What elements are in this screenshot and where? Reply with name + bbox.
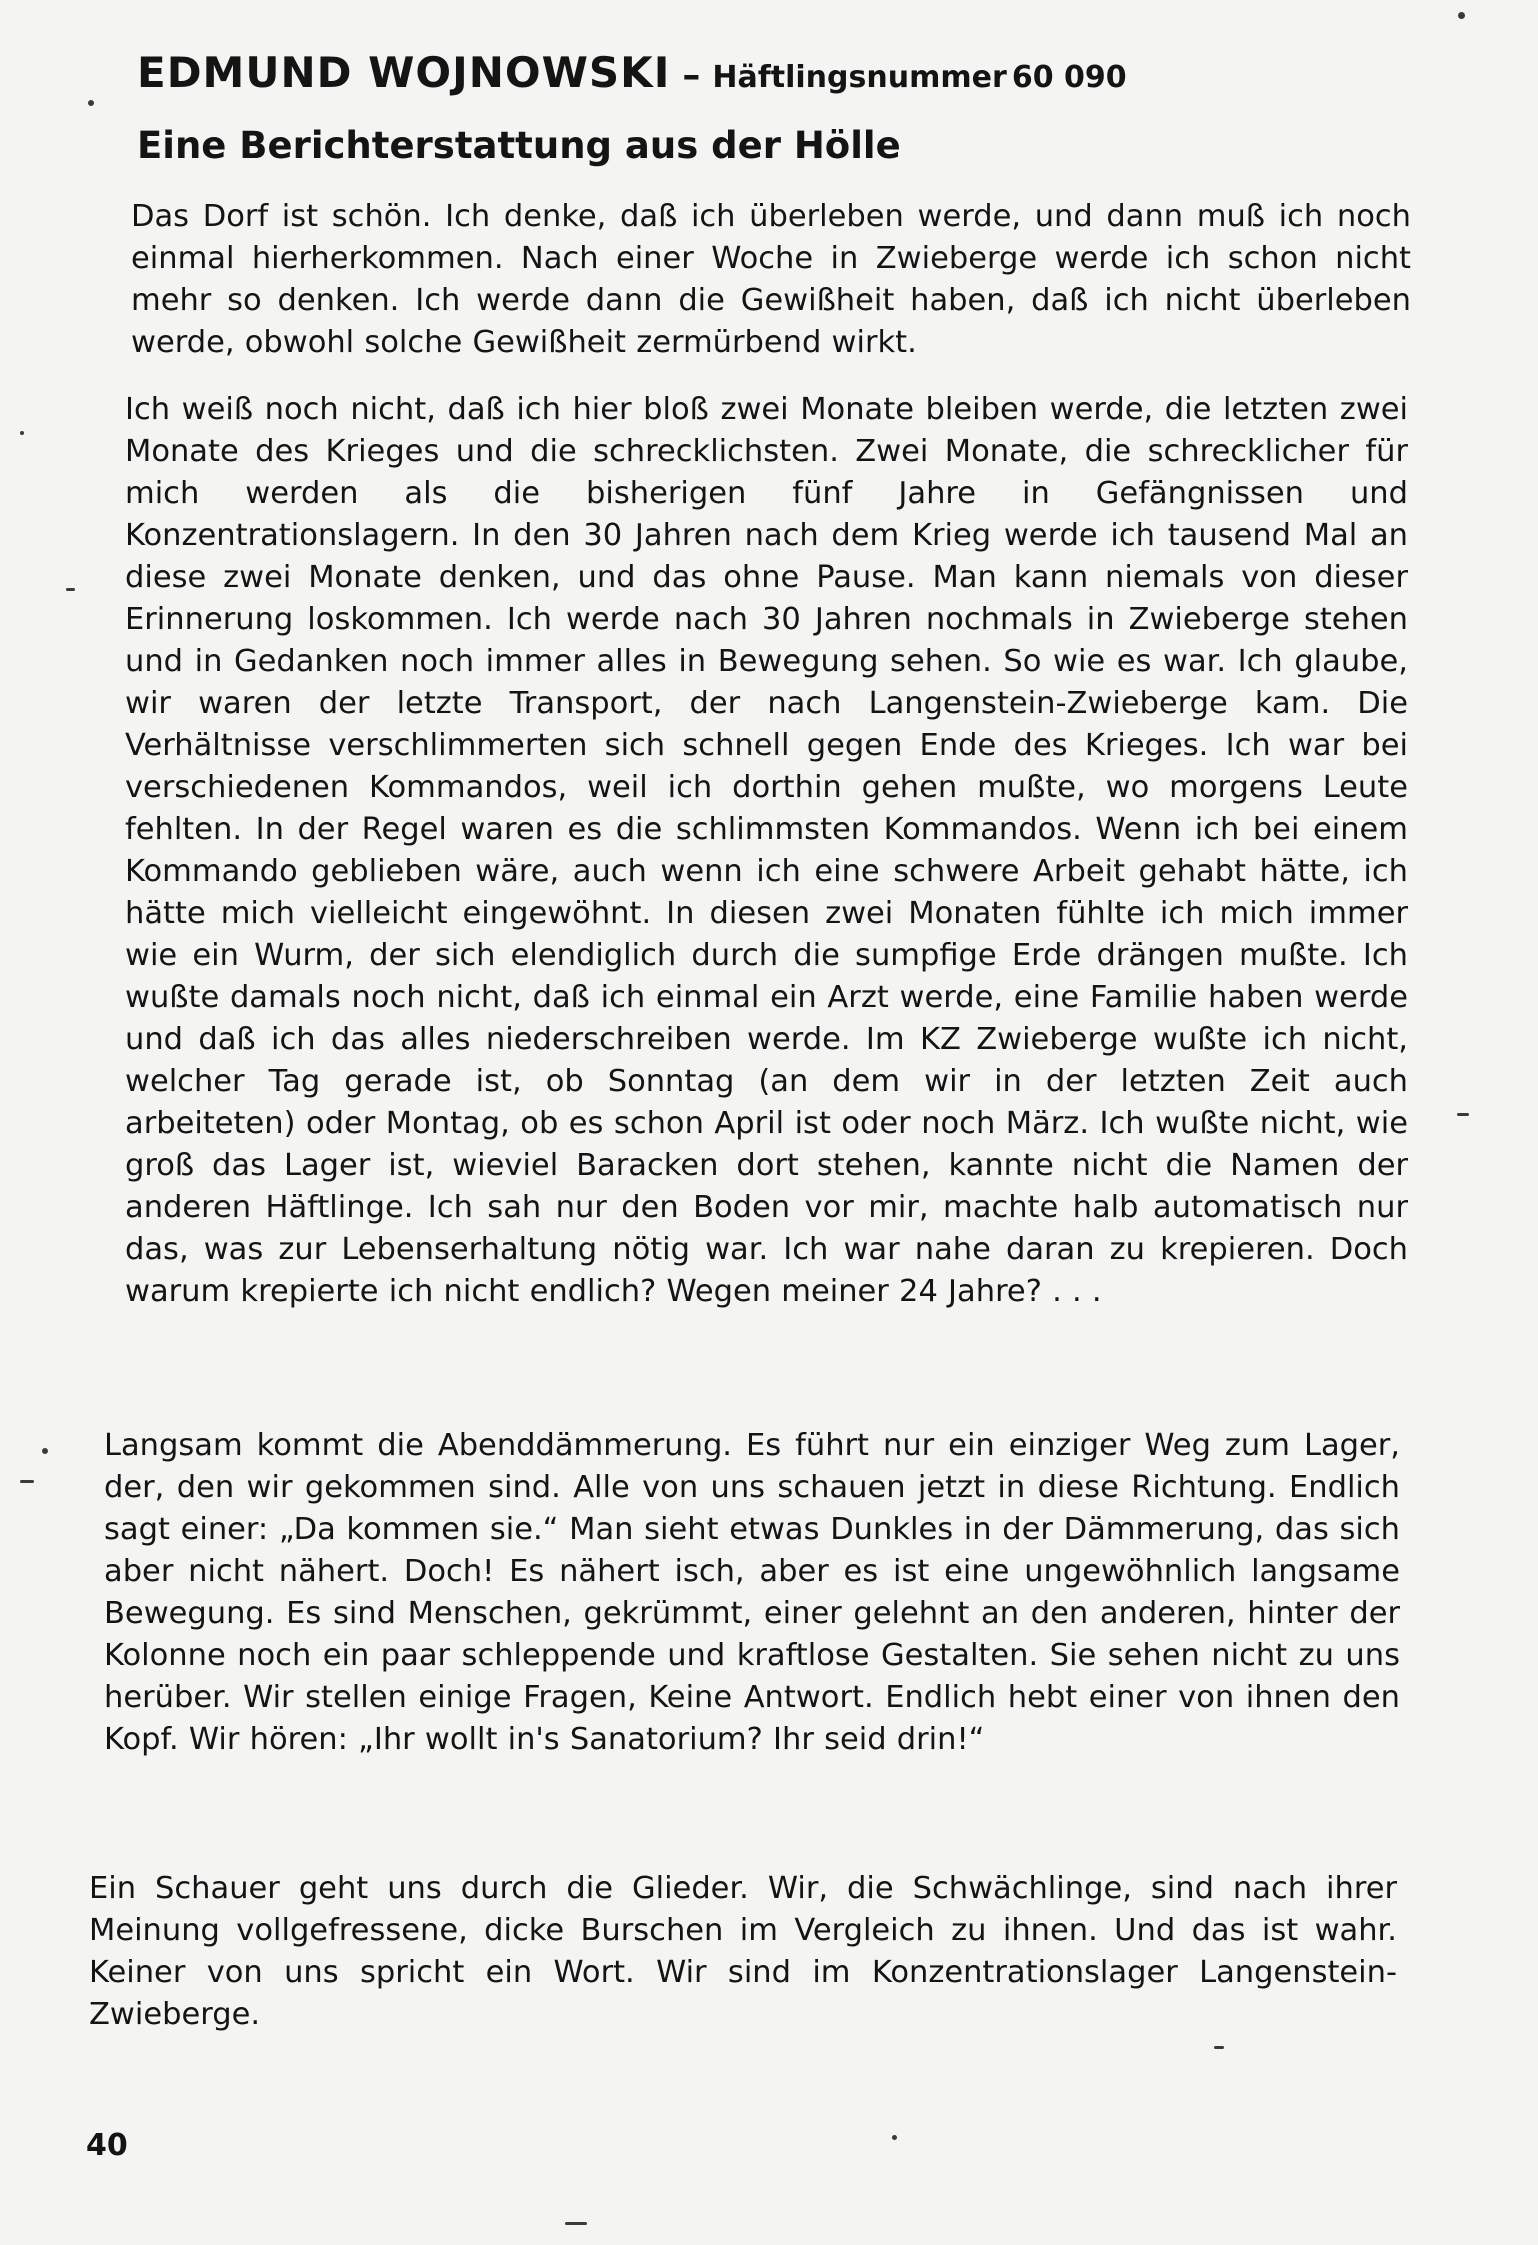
- page-number: 40: [86, 2128, 128, 2163]
- author-name: EDMUND WOJNOWSKI: [137, 48, 671, 97]
- paragraph-3: Langsam kommt die Abenddämmerung. Es führt nur ein einziger Weg zum Lager, der, den wir gekommen sind. Alle von uns schauen jetzt in diese Richtung. Endlich sagt einer: „Da kommen sie.“ Man sieht etwas Dunkles in der Dämmerung, das sich aber nicht nähert. Doch! Es nähert isch, aber es ist eine ungewöhnlich langsame Bewegung. Es sind Menschen, gekrümmt, einer gelehnt an den anderen, hinter der Kolonne noch ein paar schleppende und kraftlose Gestalten. Sie sehen nicht zu uns herüber. Wir stellen einige Fragen, Keine Antwort. Endlich hebt einer von ihnen den Kopf. Wir hören: „Ihr wollt in's Sanatorium? Ihr seid drin!“: [104, 1428, 1400, 1757]
- scan-speck: [66, 588, 75, 591]
- scan-speck: [20, 431, 24, 435]
- paragraph-4: Ein Schauer geht uns durch die Glieder. Wir, die Schwächlinge, sind nach ihrer Meinung vollgefressene, dicke Burschen im Vergleich zu ihnen. Und das ist wahr. Keiner von uns spricht ein Wort. Wir sind im Konzentrationslager Langenstein-Zwieberge.: [89, 1871, 1397, 2032]
- header-separator: –: [682, 55, 701, 96]
- prisoner-number-label: Häftlingsnummer: [712, 60, 1007, 95]
- scan-speck: [1214, 2046, 1224, 2049]
- paragraph-1: Das Dorf ist schön. Ich denke, daß ich überleben werde, und dann muß ich noch einmal hierherkommen. Nach einer Woche in Zwieberge werde ich schon nicht mehr so denken. Ich werde dann die Gewißheit haben, daß ich nicht überleben werde, obwohl solche Gewißheit zermürbend wirkt.: [131, 199, 1411, 360]
- scan-speck: [42, 1448, 48, 1454]
- scan-speck: [1457, 1113, 1469, 1116]
- scan-speck: [565, 2222, 587, 2225]
- scan-speck: [1458, 12, 1465, 19]
- prisoner-number: 60 090: [1011, 60, 1127, 95]
- scan-speck: [892, 2135, 897, 2140]
- paragraph-2: Ich weiß noch nicht, daß ich hier bloß zwei Monate bleiben werde, die letzten zwei Monate des Krieges und die schrecklichsten. Zwei Monate, die schrecklicher für mich werden als die bisherigen fünf Jahre in Gefängnissen und Konzentrationslagern. In den 30 Jahren nach dem Krieg werde ich tausend Mal an diese zwei Monate denken, und das ohne Pause. Man kann niemals von dieser Erinnerung loskommen. Ich werde nach 30 Jahren nochmals in Zwieberge stehen und in Gedanken noch immer alles in Bewegung sehen. So wie es war. Ich glaube, wir waren der letzte Transport, der nach Langenstein-Zwieberge kam. Die Verhältnisse verschlimmerten sich schnell gegen Ende des Krieges. Ich war bei verschiedenen Kommandos, weil ich dorthin gehen mußte, wo morgens Leute fehlten. In der Regel waren es die schlimmsten Kommandos. Wenn ich bei einem Kommando geblieben wäre, auch wenn ich eine schwere Arbeit gehabt hätte, ich hätte mich vielleicht eingewöhnt. In diesen zwei Monaten fühlte ich mich immer wie ein Wurm, der sich elendiglich durch die sumpfige Erde drängen mußte. Ich wußte damals noch nicht, daß ich einmal ein Arzt werde, eine Familie haben werde und daß ich das alles niederschreiben werde. Im KZ Zwieberge wußte ich nicht, welcher Tag gerade ist, ob Sonntag (an dem wir in der letzten Zeit auch arbeiteten) oder Montag, ob es schon April ist oder noch März. Ich wußte nicht, wie groß das Lager ist, wieviel Baracken dort stehen, kannte nicht die Namen der anderen Häftlinge. Ich sah nur den Boden vor mir, machte halb automatisch nur das, was zur Lebenserhaltung nötig war. Ich war nahe daran zu krepieren. Doch warum krepierte ich nicht endlich? Wegen meiner 24 Jahre? . . .: [125, 392, 1408, 1309]
- chapter-subtitle: Eine Berichterstattung aus der Hölle: [137, 124, 901, 167]
- chapter-header: [137, 48, 1437, 97]
- scan-speck: [20, 1480, 34, 1483]
- scan-speck: [88, 100, 94, 106]
